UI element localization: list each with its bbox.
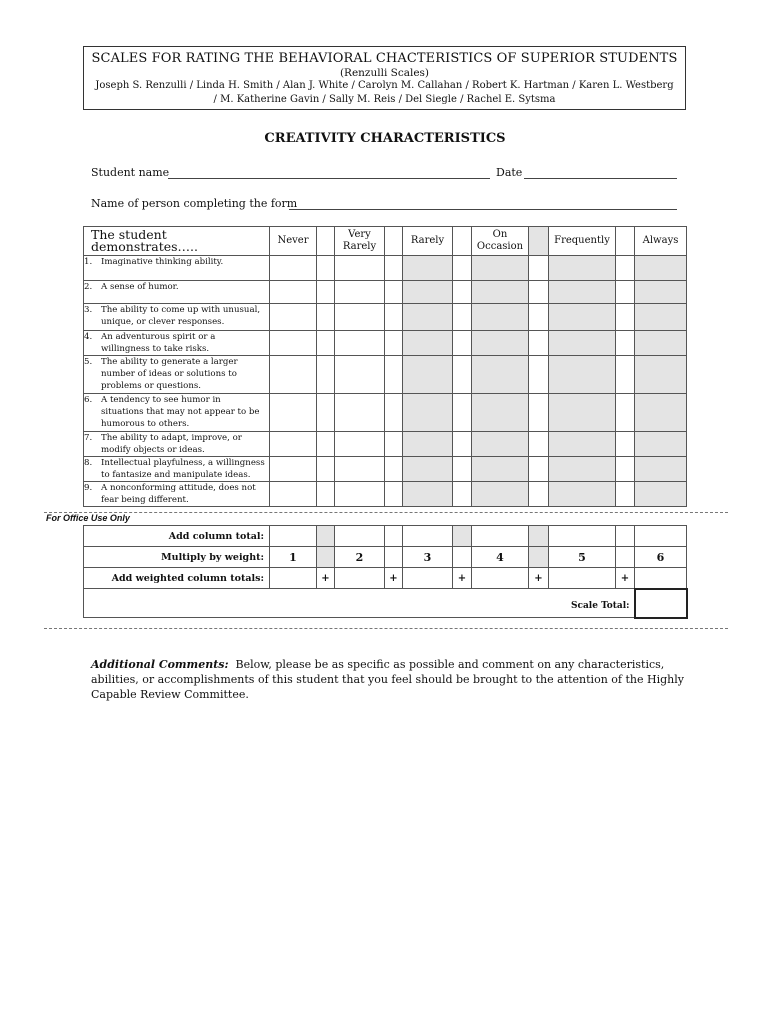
item-text: An adventurous spirit or a willingness to take risks. (101, 332, 216, 354)
plus-sign: + (453, 568, 472, 589)
item-cell (84, 432, 270, 457)
weight-1: 1 (270, 547, 317, 568)
rating-cell-on-occasion[interactable] (472, 281, 529, 304)
rating-cell-on-occasion[interactable] (472, 304, 529, 331)
spacer-cell (453, 256, 472, 281)
office-use-label: For Office Use Only (46, 513, 130, 523)
item-number: 7. (84, 433, 93, 443)
rating-cell-frequently[interactable] (549, 482, 616, 507)
spacer-cell (616, 256, 635, 281)
rating-cell-very-rarely[interactable] (335, 432, 385, 457)
spacer-cell (317, 256, 335, 281)
spacer-cell (616, 432, 635, 457)
spacer-cell (453, 331, 472, 356)
rating-cell-always[interactable] (635, 394, 687, 432)
rating-cell-always[interactable] (635, 457, 687, 482)
rating-cell-very-rarely[interactable] (335, 394, 385, 432)
rating-cell-always[interactable] (635, 331, 687, 356)
weight-3: 3 (403, 547, 453, 568)
spacer-cell (616, 356, 635, 394)
spacer-cell (453, 281, 472, 304)
completer-field[interactable] (289, 197, 677, 210)
col-header-frequently: Frequently (549, 227, 616, 256)
rating-cell-always[interactable] (635, 432, 687, 457)
rating-cell-frequently[interactable] (549, 394, 616, 432)
rating-cell-frequently[interactable] (549, 457, 616, 482)
col-header-never: Never (270, 227, 317, 256)
rating-cell-on-occasion[interactable] (472, 394, 529, 432)
item-cell (84, 482, 270, 507)
additional-comments (91, 657, 691, 702)
rating-row (84, 281, 687, 304)
item-cell (84, 304, 270, 331)
rating-cell-never[interactable] (270, 281, 317, 304)
rating-cell-always[interactable] (635, 256, 687, 281)
spacer-cell (317, 394, 335, 432)
rating-cell-always[interactable] (635, 482, 687, 507)
item-number: 3. (84, 305, 93, 315)
item-number: 1. (84, 257, 93, 267)
spacer-cell (616, 482, 635, 507)
spacer-cell (453, 482, 472, 507)
rating-cell-rarely[interactable] (403, 356, 453, 394)
rating-cell-very-rarely[interactable] (335, 256, 385, 281)
divider-bottom (44, 628, 728, 629)
multiply-weight-label: Multiply by weight: (84, 547, 270, 568)
rating-cell-very-rarely[interactable] (335, 457, 385, 482)
item-text: Intellectual playfulness, a willingness to fantasize and manipulate ideas. (101, 458, 265, 480)
spacer-cell (529, 457, 549, 482)
rating-cell-rarely[interactable] (403, 432, 453, 457)
weighted-total-very-rarely[interactable] (335, 568, 385, 589)
rating-cell-frequently[interactable] (549, 432, 616, 457)
scale-total-field[interactable] (635, 589, 687, 618)
item-number: 2. (84, 282, 93, 292)
item-number: 9. (84, 483, 93, 493)
rating-cell-on-occasion[interactable] (472, 331, 529, 356)
rating-cell-frequently[interactable] (549, 304, 616, 331)
rating-cell-rarely[interactable] (403, 457, 453, 482)
col-header-very-rarely: Very Rarely (335, 227, 385, 256)
rating-cell-very-rarely[interactable] (335, 356, 385, 394)
spacer-cell (453, 304, 472, 331)
rating-row (84, 457, 687, 482)
column-total-on-occasion[interactable] (472, 526, 529, 547)
spacer-cell (453, 394, 472, 432)
rating-cell-very-rarely[interactable] (335, 304, 385, 331)
spacer-cell (529, 482, 549, 507)
weighted-total-always[interactable] (635, 568, 687, 589)
rating-cell-very-rarely[interactable] (335, 281, 385, 304)
rating-cell-on-occasion[interactable] (472, 482, 529, 507)
column-total-always[interactable] (635, 526, 687, 547)
rating-cell-very-rarely[interactable] (335, 482, 385, 507)
date-field[interactable] (524, 166, 677, 179)
spacer-cell (317, 304, 335, 331)
weighted-total-on-occasion[interactable] (472, 568, 529, 589)
rating-cell-always[interactable] (635, 281, 687, 304)
spacer-cell (616, 304, 635, 331)
item-number: 5. (84, 357, 93, 367)
add-weighted-totals-label: Add weighted column totals: (84, 568, 270, 589)
rating-cell-rarely[interactable] (403, 256, 453, 281)
rating-cell-frequently[interactable] (549, 356, 616, 394)
rating-cell-always[interactable] (635, 304, 687, 331)
rating-cell-never[interactable] (270, 432, 317, 457)
plus-sign: + (385, 568, 403, 589)
comments-text: Below, please be as specific as possible and comment on any characteristics, abilities, or accomplishments of this student that you feel should be brought to the attention of the Highly Capable Review Committee. (91, 658, 684, 701)
rating-cell-never[interactable] (270, 304, 317, 331)
rating-cell-frequently[interactable] (549, 331, 616, 356)
rating-row (84, 304, 687, 331)
plus-sign: + (317, 568, 335, 589)
item-text: The ability to come up with unusual, unique, or clever responses. (101, 305, 261, 327)
rating-cell-rarely[interactable] (403, 331, 453, 356)
item-text: A nonconforming attitude, does not fear being different. (101, 483, 256, 505)
rating-cell-on-occasion[interactable] (472, 256, 529, 281)
spacer-cell (317, 356, 335, 394)
col-header-rarely: Rarely (403, 227, 453, 256)
spacer-cell (529, 304, 549, 331)
office-table (83, 525, 688, 619)
item-number: 4. (84, 332, 93, 342)
rating-cell-never[interactable] (270, 457, 317, 482)
completer-label: Name of person completing the form (91, 197, 298, 210)
spacer-cell (616, 281, 635, 304)
spacer-cell (529, 331, 549, 356)
spacer-cell (616, 394, 635, 432)
rating-row (84, 256, 687, 281)
spacer-cell (385, 432, 403, 457)
weight-2: 2 (335, 547, 385, 568)
item-cell (84, 356, 270, 394)
spacer-cell (529, 256, 549, 281)
spacer-cell (385, 256, 403, 281)
rating-row (84, 432, 687, 457)
student-name-label: Student name (91, 166, 170, 179)
spacer-cell (385, 482, 403, 507)
rating-cell-frequently[interactable] (549, 281, 616, 304)
weighted-total-rarely[interactable] (403, 568, 453, 589)
spacer-cell (453, 356, 472, 394)
rating-cell-never[interactable] (270, 482, 317, 507)
plus-sign: + (529, 568, 549, 589)
spacer-cell (317, 457, 335, 482)
item-text: Imaginative thinking ability. (101, 257, 224, 267)
rating-cell-very-rarely[interactable] (335, 331, 385, 356)
weighted-total-never[interactable] (270, 568, 317, 589)
comments-label: Additional Comments: (91, 658, 229, 671)
rating-cell-on-occasion[interactable] (472, 356, 529, 394)
rating-cell-always[interactable] (635, 356, 687, 394)
form-authors: Joseph S. Renzulli / Linda H. Smith / Alan J. White / Carolyn M. Callahan / Robert K. Hartman / Karen L. Westberg / M. Katherine Gavin / Sally M. Reis / Del Siegle / Rachel E. Sytsma (95, 80, 674, 105)
item-cell (84, 394, 270, 432)
col-header-on-occasion: On Occasion (472, 227, 529, 256)
rating-row (84, 394, 687, 432)
rating-row (84, 331, 687, 356)
item-text: The ability to adapt, improve, or modify objects or ideas. (101, 433, 242, 455)
spacer-cell (453, 457, 472, 482)
spacer-cell (317, 281, 335, 304)
add-column-total-label: Add column total: (84, 526, 270, 547)
spacer-cell (385, 457, 403, 482)
item-cell (84, 256, 270, 281)
rating-cell-rarely[interactable] (403, 304, 453, 331)
spacer-cell (529, 356, 549, 394)
item-text: A tendency to see humor in situations that may not appear to be humorous to others. (101, 395, 260, 429)
column-total-never[interactable] (270, 526, 317, 547)
spacer-cell (317, 432, 335, 457)
weighted-total-frequently[interactable] (549, 568, 616, 589)
spacer-cell (317, 331, 335, 356)
rating-cell-never[interactable] (270, 394, 317, 432)
section-title: CREATIVITY CHARACTERISTICS (264, 131, 506, 146)
scale-total-label: Scale Total: (571, 601, 630, 611)
spacer-cell (385, 356, 403, 394)
spacer-cell (529, 394, 549, 432)
weight-5: 5 (549, 547, 616, 568)
rating-cell-rarely[interactable] (403, 394, 453, 432)
rating-cell-rarely[interactable] (403, 281, 453, 304)
spacer-cell (616, 457, 635, 482)
rating-row (84, 356, 687, 394)
spacer-cell (385, 281, 403, 304)
header-box (83, 46, 686, 110)
divider-top (44, 512, 728, 513)
form-title: SCALES FOR RATING THE BEHAVIORAL CHACTERISTICS OF SUPERIOR STUDENTS (91, 51, 678, 66)
item-cell (84, 331, 270, 356)
spacer-cell (385, 394, 403, 432)
rating-row (84, 482, 687, 507)
column-total-frequently[interactable] (549, 526, 616, 547)
weight-6: 6 (635, 547, 687, 568)
item-cell (84, 457, 270, 482)
form-subtitle: (Renzulli Scales) (339, 67, 430, 79)
date-label: Date (496, 166, 523, 179)
spacer-cell (317, 482, 335, 507)
student-name-field[interactable] (168, 166, 490, 179)
rating-cell-never[interactable] (270, 356, 317, 394)
column-total-rarely[interactable] (403, 526, 453, 547)
spacer-cell (529, 281, 549, 304)
spacer-cell (616, 331, 635, 356)
rating-cell-frequently[interactable] (549, 256, 616, 281)
item-text: The ability to generate a larger number of ideas or solutions to problems or questions. (101, 357, 238, 391)
col-header-always: Always (635, 227, 687, 256)
spacer-cell (529, 432, 549, 457)
plus-sign: + (616, 568, 635, 589)
lead-header: The student demonstrates….. (84, 227, 270, 256)
rating-cell-never[interactable] (270, 256, 317, 281)
rating-cell-rarely[interactable] (403, 482, 453, 507)
spacer-cell (453, 432, 472, 457)
rating-table (83, 226, 687, 507)
item-text: A sense of humor. (101, 282, 179, 292)
weight-4: 4 (472, 547, 529, 568)
rating-cell-never[interactable] (270, 331, 317, 356)
rating-cell-on-occasion[interactable] (472, 432, 529, 457)
spacer-cell (385, 304, 403, 331)
item-number: 8. (84, 458, 93, 468)
rating-cell-on-occasion[interactable] (472, 457, 529, 482)
item-number: 6. (84, 395, 93, 405)
item-cell (84, 281, 270, 304)
column-total-very-rarely[interactable] (335, 526, 385, 547)
spacer-cell (385, 331, 403, 356)
